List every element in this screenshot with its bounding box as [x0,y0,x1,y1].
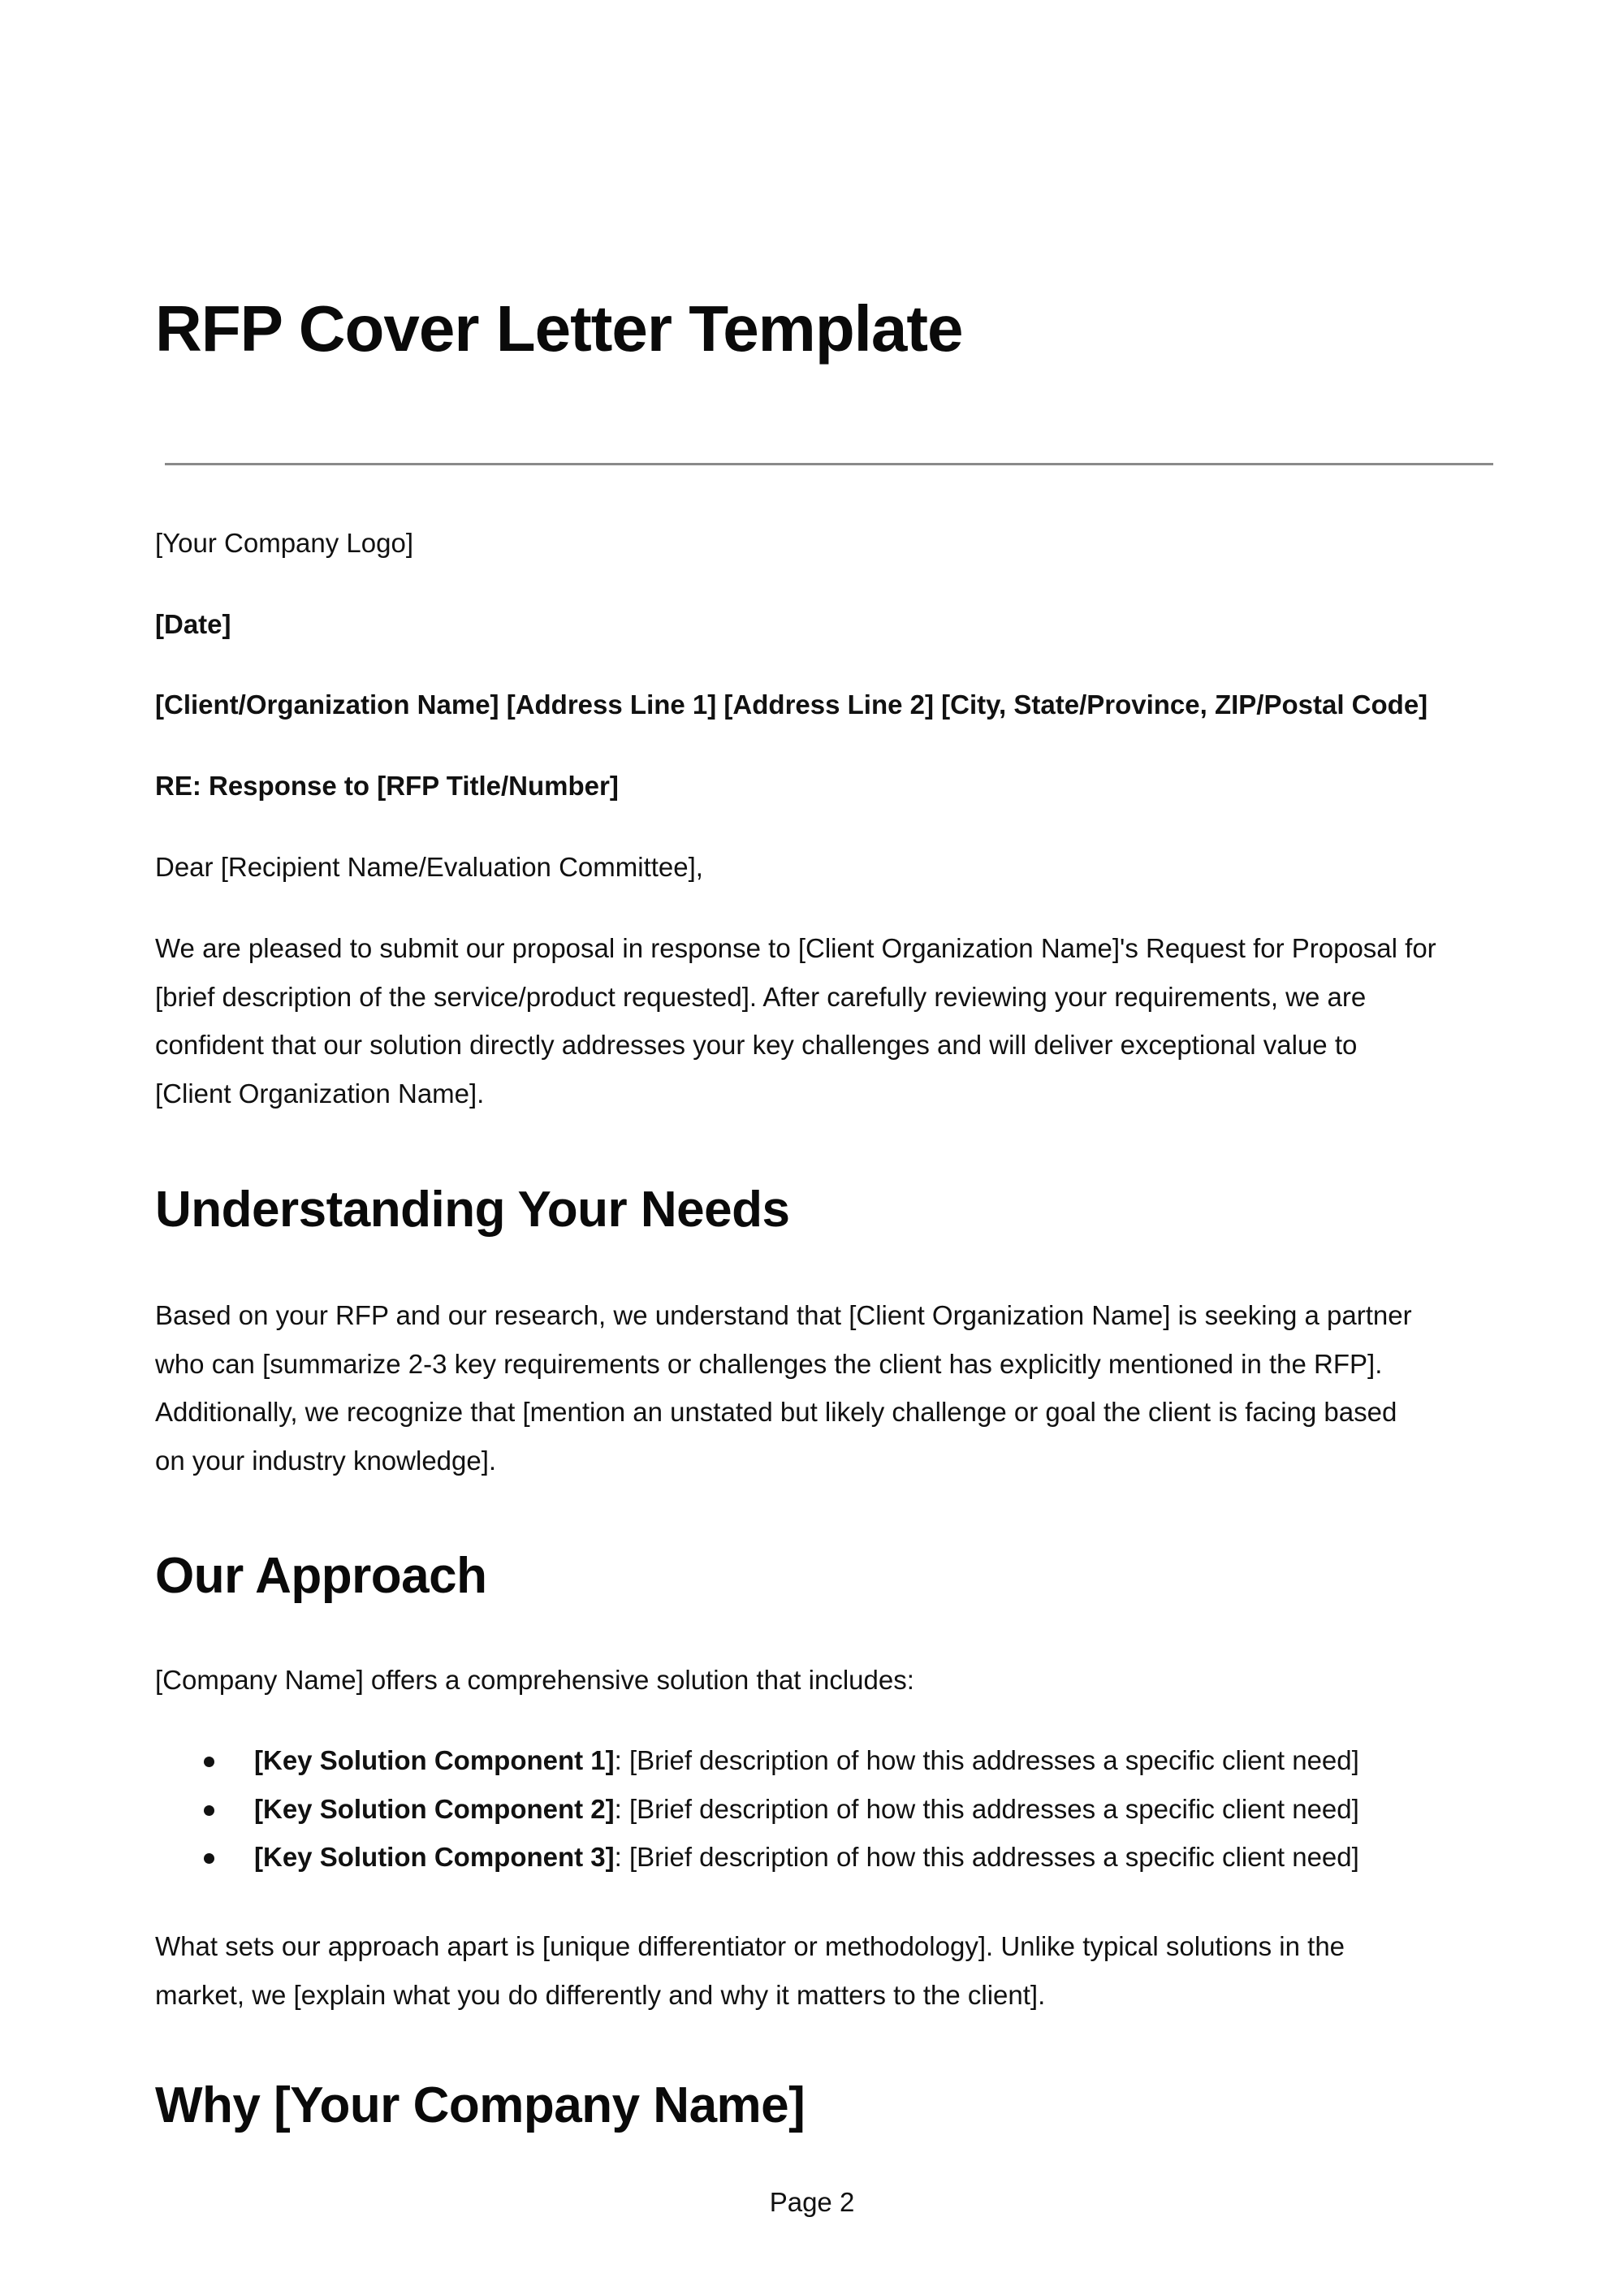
paragraph-line: We are pleased to submit our proposal in response to [Client Organization Name]'s Request for Proposal for [155,933,1436,963]
section-heading-approach: Our Approach [155,1548,487,1604]
paragraph-line: [Client Organization Name]. [155,1078,485,1109]
solution-component-list [155,1736,1359,1882]
paragraph-line: who can [summarize 2-3 key requirements or challenges the client has explicitly mentioned in the RFP]. [155,1348,1383,1379]
intro-paragraph [155,924,1503,1117]
paragraph-line: Based on your RFP and our research, we understand that [Client Organization Name] is seeking a partner [155,1300,1412,1330]
list-item [155,1833,1359,1882]
date-field: [Date] [155,609,231,639]
title-divider [165,463,1493,465]
component-label: [Key Solution Component 2] [254,1793,615,1824]
component-label: [Key Solution Component 3] [254,1842,615,1872]
salutation: Dear [Recipient Name/Evaluation Committee], [155,852,703,882]
list-item [155,1785,1359,1834]
component-description: : [Brief description of how this addresses a specific client need] [614,1745,1359,1775]
paragraph-line: on your industry knowledge]. [155,1445,497,1476]
approach-intro: [Company Name] offers a comprehensive solution that includes: [155,1665,914,1695]
document-title: RFP Cover Letter Template [155,292,963,365]
list-item [155,1736,1359,1785]
component-description: : [Brief description of how this addresses a specific client need] [614,1842,1359,1872]
page-number: Page 2 [769,2187,855,2217]
understanding-paragraph [155,1291,1503,1485]
bullet-icon [204,1853,214,1864]
bullet-icon [204,1757,214,1767]
section-heading-understanding: Understanding Your Needs [155,1182,790,1238]
paragraph-line: Additionally, we recognize that [mention an unstated but likely challenge or goal the client is facing based [155,1397,1397,1427]
client-address: [Client/Organization Name] [Address Line 1] [Address Line 2] [City, State/Province, ZIP/Postal Code] [155,689,1428,720]
bullet-icon [204,1805,214,1816]
company-logo-placeholder: [Your Company Logo] [155,528,413,558]
component-description: : [Brief description of how this addresses a specific client need] [614,1793,1359,1824]
paragraph-line: [brief description of the service/product requested]. After carefully reviewing your requirements, we are [155,981,1367,1012]
paragraph-line: market, we [explain what you do differently and why it matters to the client]. [155,1979,1046,2010]
approach-paragraph [155,1922,1503,2019]
paragraph-line: confident that our solution directly addresses your key challenges and will deliver exceptional value to [155,1030,1358,1060]
section-heading-why-us: Why [Your Company Name] [155,2077,806,2133]
component-label: [Key Solution Component 1] [254,1745,615,1775]
re-line: RE: Response to [RFP Title/Number] [155,771,619,801]
paragraph-line: What sets our approach apart is [unique differentiator or methodology]. Unlike typical solutions in the [155,1931,1345,1961]
